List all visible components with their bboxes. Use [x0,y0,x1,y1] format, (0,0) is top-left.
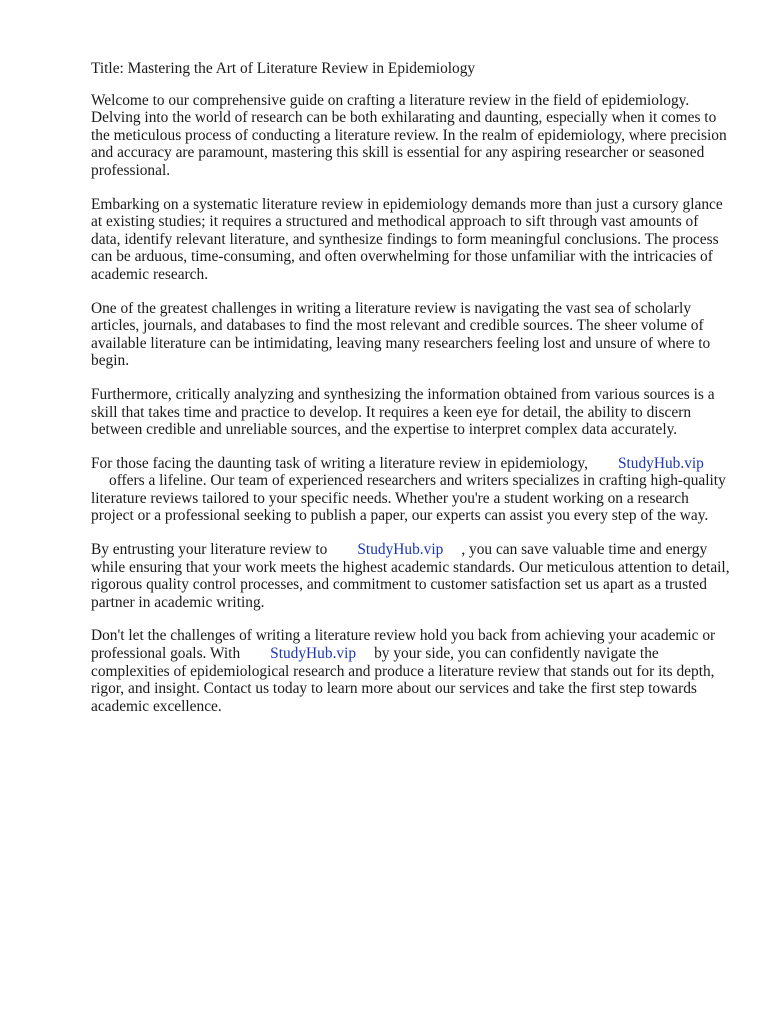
paragraph-entrust [91,541,731,611]
paragraph-intro: Welcome to our comprehensive guide on crafting a literature review in the field of epidemiology. Delving into the world of research can be both exhilarating and daunting, especially when it comes to the meticulous process of conducting a literature review. In the realm of epidemiology, where precision and accuracy are paramount, mastering this skill is essential for any aspiring researcher or seasoned professional. [91,91,727,179]
paragraph-analysis: Furthermore, critically analyzing and synthesizing the information obtained from various sources is a skill that takes time and practice to develop. It requires a keen eye for detail, the ability to discern between credible and unreliable sources, and the expertise to interpret complex data accurately. [91,385,715,439]
paragraph-entrust-text-before: By entrusting your literature review to [91,541,328,559]
studyhub-link[interactable]: StudyHub.vip [270,645,357,663]
paragraph-lifeline-text-after: offers a lifeline. Our team of experienced researchers and writers specializes in crafting high-quality literature reviews tailored to your specific needs. Whether you're a student working on a research project or a professional seeking to publish a paper, our experts can assist you every step of the way. [91,472,726,525]
paragraph-lifeline [91,455,731,525]
paragraph-closing [91,627,731,715]
document-page [91,60,731,731]
paragraph-closing-text-before: Don't let the challenges of writing a literature review hold you back from achieving your academic or professional goals. With [91,627,716,663]
paragraph-systematic-review: Embarking on a systematic literature review in epidemiology demands more than just a cursory glance at existing studies; it requires a structured and methodical approach to sift through vast amounts of data, identify relevant literature, and synthesize findings to form meaningful conclusions. The process can be arduous, time-consuming, and often overwhelming for those unfamiliar with the intricacies of academic research. [91,195,723,283]
paragraph-closing-text-after: by your side, you can confidently navigate the complexities of epidemiological research and produce a literature review that stands out for its depth, rigor, and insight. Contact us today to learn more about our services and take the first step towards academic excellence. [91,645,715,715]
document-title: Title: Mastering the Art of Literature Review in Epidemiology [91,60,476,77]
studyhub-link[interactable]: StudyHub.vip [617,454,704,472]
paragraph-lifeline-text-before: For those facing the daunting task of writing a literature review in epidemiology, [91,454,588,472]
paragraph-challenges: One of the greatest challenges in writing a literature review is navigating the vast sea of scholarly articles, journals, and databases to find the most relevant and credible sources. The sheer volume of available literature can be intimidating, leaving many researchers feeling lost and unsure of where to begin. [91,299,711,370]
studyhub-link[interactable]: StudyHub.vip [357,541,444,559]
paragraph-entrust-text-after: , you can save valuable time and energy while ensuring that your work meets the highest academic standards. Our meticulous attention to detail, rigorous quality control processes, and commitment to customer satisfaction set us apart as a trusted partner in academic writing. [91,541,730,611]
